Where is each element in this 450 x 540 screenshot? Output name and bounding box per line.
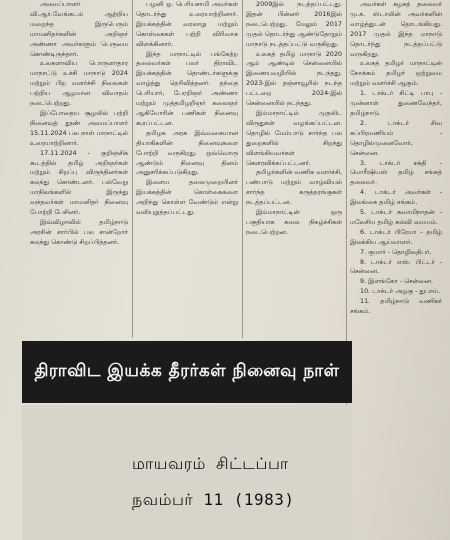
article-column-3 bbox=[246, 0, 342, 338]
list-item: 2. டாக்டர் சிவ சுப்பிரமணியம் - தொழில்முனைவோர், சென்னை. bbox=[350, 118, 442, 157]
paragraph: உலகத் தமிழர் மாநாட்டின் நோக்கம் தமிழர் ஒற்றுமை மற்றும் வளர்ச்சி ஆகும். bbox=[350, 59, 442, 88]
paragraph: 17.11.2024 - குறிஞ்சிக் கூடத்தில் தமிழ் அறிஞர்கள் மற்றும் சிறப்பு விருந்தினர்கள் கலந்து கொண்டனர். பல்வேறு மாநிலங்களில் இருந்து வந்தவர்கள் மாமனிதர் நினைவு போற்றி பேசினர். bbox=[30, 148, 128, 217]
paragraph: இவ்விழாவில் தமிழ்நாடு அரசின் சார்பில் பல சான்றோர் கலந்து கொண்டு சிறப்பித்தனர். bbox=[30, 217, 128, 246]
article-column-1 bbox=[30, 0, 128, 338]
paragraph: இம்மாநாட்டில் முதலிட விருதுகள் வழங்கப்பட்டன. தொழில் மேம்பாடு சார்ந்த பல துறைகளில் சிறந்து விளங்கியவர்கள் கௌரவிக்கப்பட்டனர். bbox=[246, 108, 342, 167]
column-divider bbox=[132, 0, 133, 338]
paragraph: பழனி ஓ. பெரியசாமி அவர்கள் தொடர்ந்து உரையாற்றினார். இயக்கத்தின் வரலாறு மற்றும் கொள்கைகள் பற்றி விரிவாக விளக்கினார். bbox=[136, 0, 238, 48]
list-item: 1. டாக்டர் சிட்டி பாபு - முன்னாள் துணைவேந்தர், தமிழ்நாடு. bbox=[350, 89, 442, 117]
paragraph: அவர்கள் கழகத் தலைவர் மு.க. ஸ்டாலின் அவர்களின் வாழ்த்துடன் தொடங்கியது. 2017 முதல் இந்த மாநாடு தொடர்ந்து நடத்தப்பட்டு வருகிறது. bbox=[350, 0, 442, 58]
memorial-banner bbox=[22, 341, 352, 403]
list-item: 3. டாக்டர் சக்தி - மொரீஷியஸ் தமிழ் சங்கத் தலைவர். bbox=[350, 158, 442, 187]
paragraph: 2009இல் நடத்தப்பட்டது. இதன் பின்னர் 2016இல் நடைபெற்றது. மேலும் 2017 முதல் தொடர்ந்து ஆண்டுதோறும் மாநாடு நடத்தப்பட்டு வருகிறது. bbox=[246, 0, 342, 48]
paragraph: இந்த மாநாட்டில் பங்கேற்ற தலைவர்கள் பலர் திராவிட இயக்கத்தின் தொண்டர்களுக்கு வாழ்த்து தெரிவித்தனர். தந்தை பெரியார், பேரறிஞர் அண்ணா மற்றும் முத்தமிழறிஞர் கலைஞர் ஆகியோரின் பணிகள் நினைவு கூரப்பட்டன. bbox=[136, 49, 238, 127]
list-item: 6. டாக்டர் பிரேமா - தமிழ் இலக்கிய ஆய்வாளர். bbox=[350, 227, 442, 246]
paragraph: அமைப்பாளர் வி.ஆர்.வேங்கடம் ஆற்றிய மறைந்த இருபெரும் மாமனிதர்களின் அறிஞர் அண்ணா அவர்களும் பெருமை கொண்டிருந்தார். bbox=[30, 0, 128, 58]
paragraph: உலகத் தமிழ் மாநாடு 2020 ஆம் ஆண்டில் சென்னையில் இணையவழியில் நடந்தது. 2023-இல் தஞ்சாவூரில் நடந்த பட்டறை 2024-இல் சென்னையில் நடந்தது. bbox=[246, 49, 342, 108]
paragraph: தமிழர்களின் வணிக வளர்ச்சி, பண்பாடு மற்றும் வாழ்வியல் சார்ந்த கருத்தரங்குகள் நடத்தப்பட்டன. bbox=[246, 168, 342, 207]
paragraph: உலகளாவிய பொருளாதார மாநாட்டு உச்சி மாநாடு 2024 மற்றும் பிற வளர்ச்சி நிலைகள் பற்றிய ஆழமான விவாதம் நடைபெற்றது. bbox=[30, 59, 128, 108]
list-item: 9. இளங்கோ - சென்னை. bbox=[360, 277, 434, 286]
article-column-2 bbox=[136, 0, 238, 338]
paragraph: இம்மாநாட்டின் ஒரு பகுதியாக கலை நிகழ்ச்சிகள் நடைபெற்றன. bbox=[246, 208, 342, 236]
paragraph: இப்போதைய சூழலில் பற்றி நினைவுத் தூண் அமைப்பாளர் 15.11.2024 பல நாள் மாநாட்டில் உரையாற்றினார். bbox=[30, 108, 128, 147]
list-item: 4. டாக்டர் அவர்கள் - இலங்கை தமிழ் சங்கம். bbox=[350, 188, 442, 207]
list-item: 10. டாக்டர் அழகு - துபாய். bbox=[360, 287, 441, 296]
memorial-person-name: மாயவரம் சிட்டப்பா bbox=[132, 454, 289, 473]
banner-title: திராவிட இயக்க தீரர்கள் நினைவு நாள் bbox=[34, 361, 340, 381]
list-item: 11. தமிழ்நாடு வணிகர் சங்கம். bbox=[350, 297, 442, 316]
paragraph: இளைய தலைமுறையினர் இயக்கத்தின் கொள்கைகளை அறிந்து கொள்ள வேண்டும் என்று வலியுறுத்தப்பட்டது. bbox=[136, 178, 238, 217]
list-item: 7. குமார் - தொழிலதிபர். bbox=[360, 247, 432, 256]
list-item: 5. டாக்டர் சுவாமிநாதன் - மலேசிய தமிழ் கல்வி மையம். bbox=[350, 208, 442, 226]
column-divider bbox=[242, 0, 243, 338]
memorial-date: நவம்பர் 11 (1983) bbox=[132, 490, 295, 509]
paragraph: தமிழக அரசு இவ்வகையான தியாகிகளின் நினைவுகளை போற்றி வருகிறது. ஒவ்வொரு ஆண்டும் நினைவு தினம் அனுசரிக்கப்படுகிறது. bbox=[136, 128, 238, 177]
article-column-4 bbox=[350, 0, 442, 540]
list-item: 8. டாக்டர் எஸ். பிட்டர் - சென்னை. bbox=[350, 257, 442, 276]
